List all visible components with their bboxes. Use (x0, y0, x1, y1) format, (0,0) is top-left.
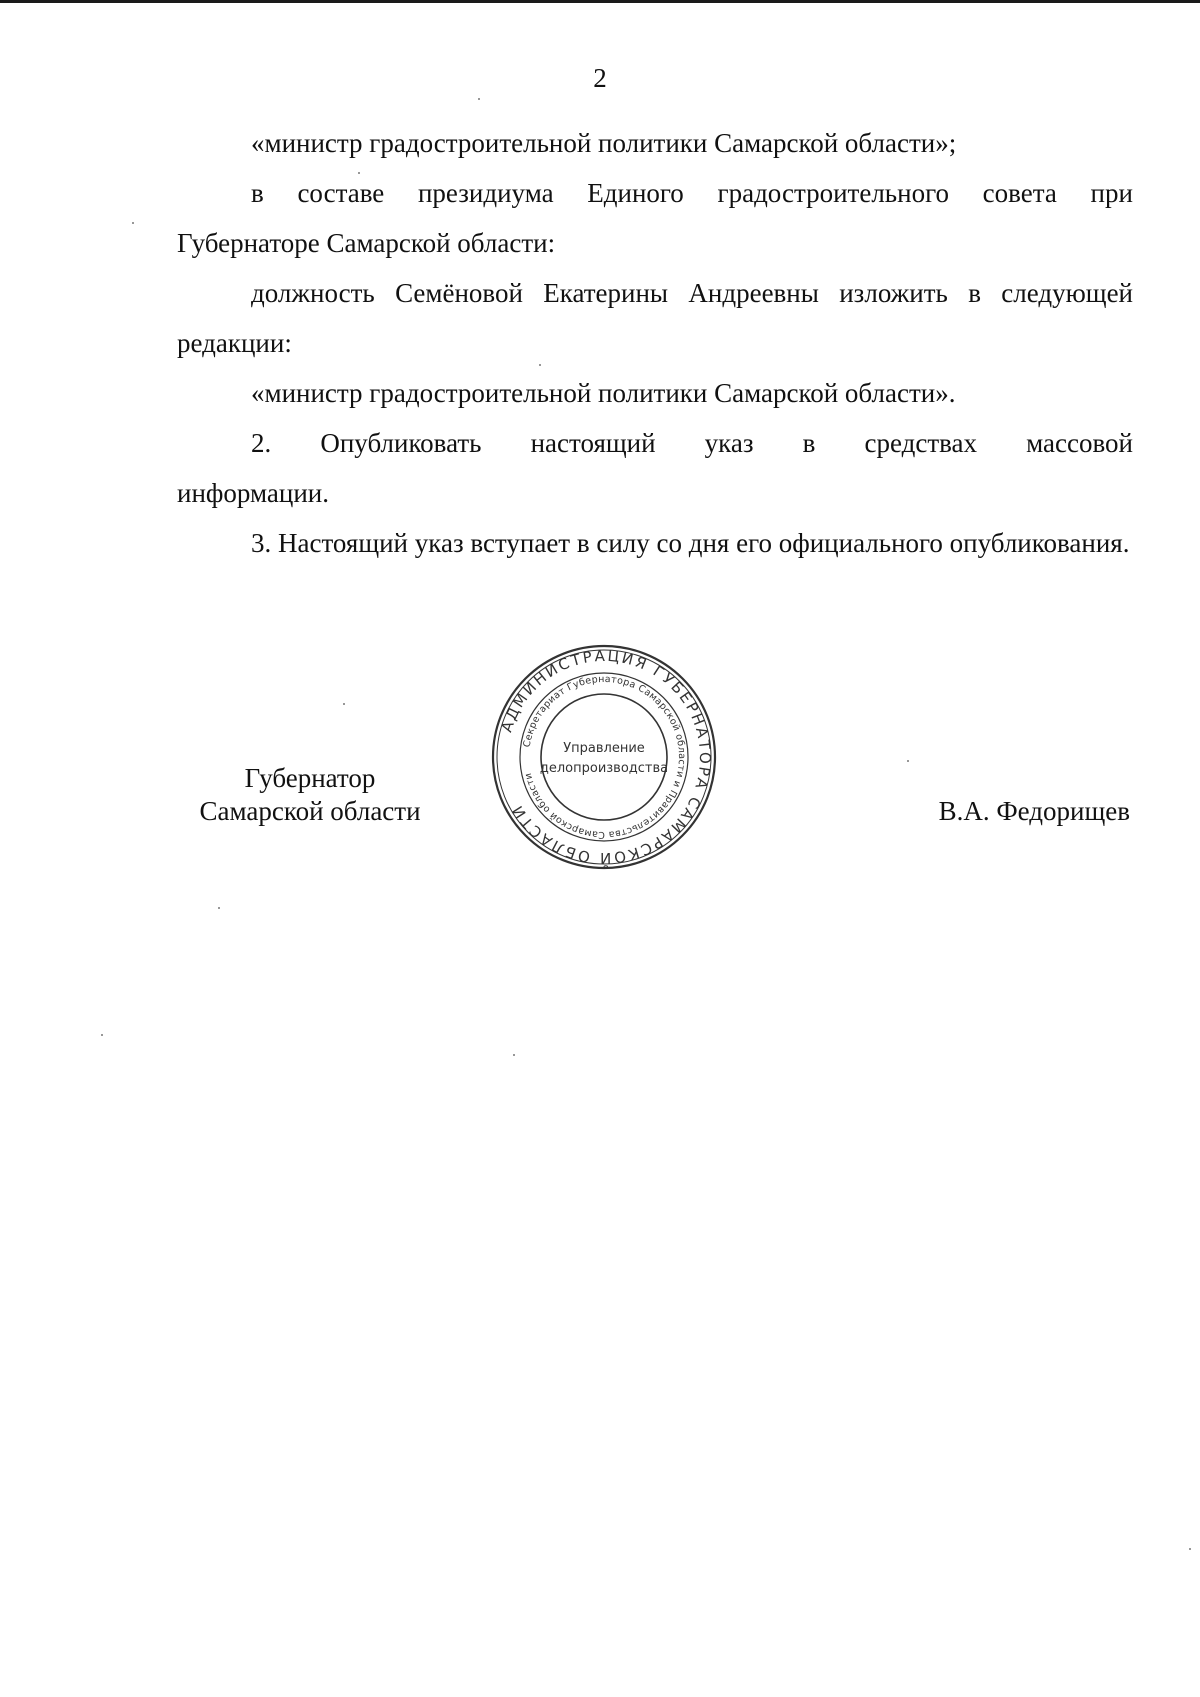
seal-center-line-2: делопроизводства (539, 761, 669, 776)
scan-speck (1189, 1548, 1191, 1550)
scan-speck (343, 703, 345, 705)
p2-word: совета (982, 178, 1057, 208)
seal-outer-text: АДМИНИСТРАЦИЯ ГУБЕРНАТОРА САМАРСКОЙ ОБЛАСТИ (497, 646, 715, 868)
p2-word: президиума (417, 178, 554, 208)
paragraph-2-line-1 (177, 168, 1133, 218)
scan-speck (907, 760, 909, 762)
paragraph-3: должность Семёновой Екатерины Андреевны изложить в следующей редакции: (177, 278, 1133, 358)
scan-speck (101, 1034, 103, 1036)
p2-word: Единого (587, 178, 684, 208)
scan-speck (132, 222, 134, 224)
seal-middle-text: Секретариат Губернатора Самарской области и Правительства Самарской области (521, 673, 688, 841)
paragraph-1: «министр градостроительной политики Самарской области»; (251, 128, 957, 158)
p2-word: составе (297, 178, 385, 208)
scan-speck (478, 98, 480, 100)
item2-word: средствах (864, 428, 978, 458)
scan-speck (539, 364, 541, 366)
item-2-line-1 (177, 418, 1133, 468)
signatory-title-line-2: Самарской области (199, 796, 421, 826)
item-2-continuation: информации. (177, 478, 329, 508)
scan-speck (513, 1054, 515, 1056)
paragraph-2-continuation: Губернаторе Самарской области: (177, 228, 556, 258)
item2-word: Опубликовать (320, 428, 482, 458)
signatory-title-line-1: Губернатор (244, 763, 376, 793)
item2-word: настоящий (530, 428, 656, 458)
item2-word: указ (704, 428, 754, 458)
paragraph-4: «министр градостроительной политики Самарской области». (251, 378, 956, 408)
signatory-name: В.А. Федорищев (938, 796, 1130, 826)
scan-speck (358, 172, 360, 174)
item2-word: 2. (251, 428, 272, 458)
top-border-line (0, 0, 1200, 3)
signatory-title (190, 762, 430, 828)
seal-center-line-1: Управление (563, 741, 645, 756)
item-3: 3. Настоящий указ вступает в силу со дня его официального опубликования. (251, 528, 1130, 558)
page-number: 2 (593, 63, 607, 93)
scan-speck (218, 907, 220, 909)
item2-word: в (802, 428, 816, 458)
p2-word: при (1090, 178, 1133, 208)
svg-text:Секретариат Губернатора Самарс (522, 674, 687, 840)
item2-word: массовой (1026, 428, 1133, 458)
p2-word: градостроительного (717, 178, 949, 208)
document-body (177, 118, 1133, 568)
seal-icon (489, 642, 719, 872)
p2-word: в (251, 178, 264, 208)
official-seal-stamp (489, 642, 719, 872)
